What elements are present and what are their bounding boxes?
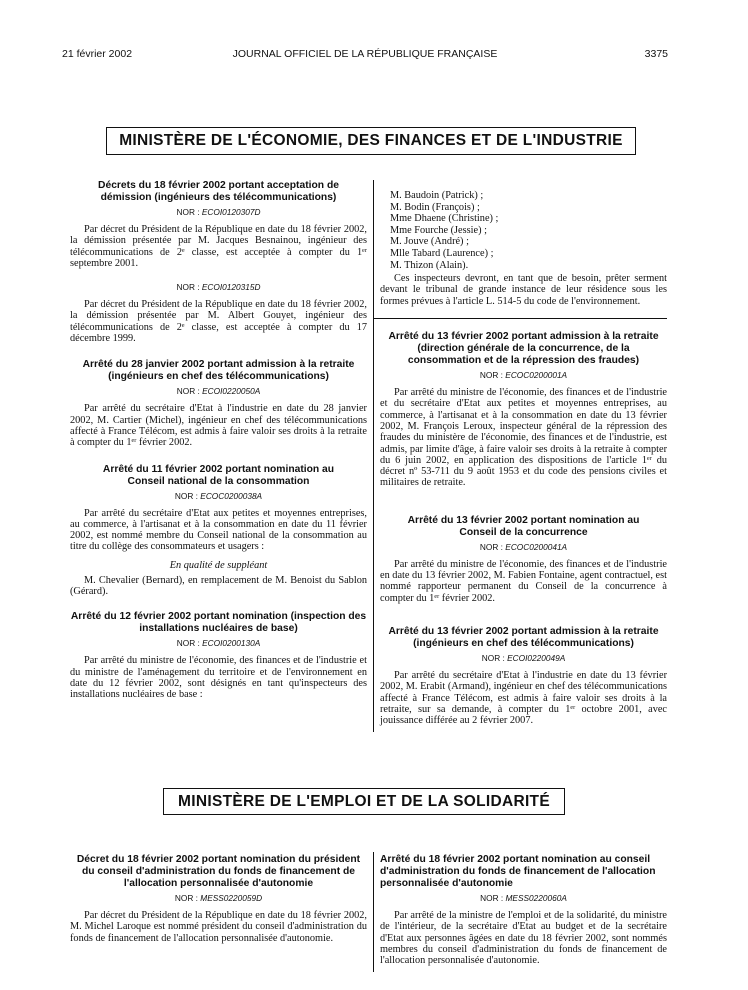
article-paragraph: Par arrêté du ministre de l'économie, des finances et de l'industrie et du ministre de l'aménagement du territoire et de l'environnement en date du 12 février 2002, sont désignés en tant qu'inspecteurs des installations nucléaires de base :: [70, 655, 367, 701]
right-column-lower: [380, 854, 667, 966]
left-column-lower: [70, 854, 367, 944]
article-title: Arrêté du 18 février 2002 portant nomination au conseil d'administration du fonds de financement de l'allocation personnalisée d'autonomie: [380, 854, 656, 889]
inspector-name: M. Baudoin (Patrick) ;: [390, 190, 484, 201]
page-number: 3375: [644, 48, 668, 60]
nor-reference: NOR : MESS0220060A: [480, 893, 567, 903]
article-paragraph: Par arrêté du secrétaire d'Etat aux petites et moyennes entreprises, au commerce, à l'artisanat et à la consommation en date du 11 février 2002, est nommé membre du Conseil national de la consommation au titre du collège des consommateurs et usagers :: [70, 507, 367, 553]
article-paragraph: Par décret du Président de la République en date du 18 février 2002, M. Michel Laroque est nommé président du conseil d'administration du fonds de financement de l'allocation personnalisée d'autonomie.: [70, 910, 367, 944]
nor-reference: NOR : ECOI0220050A: [176, 386, 261, 397]
article-paragraph: Par décret du Président de la République en date du 18 février 2002, la démission présentée par M. Albert Gouyet, ingénieur des télécommunications de 2ᵉ classe, est acceptée à compter du 17 décembre 1999.: [70, 299, 367, 345]
article-paragraph: Par arrêté du secrétaire d'Etat à l'industrie en date du 13 février 2002, M. Erabit (Armand), ingénieur en chef des télécommunications affecté à France Télécom, est admis à faire valoir ses droits à la retraite, sur sa demande, à compter du 1ᵉʳ octobre 2001, avec jouissance différée au 2 février 2007.: [380, 669, 667, 727]
inspector-list: [380, 190, 667, 271]
inspector-name: M. Jouve (André) ;: [390, 236, 469, 248]
nor-reference: NOR : ECOC0200001A: [479, 370, 568, 381]
inspector-name: M. Bodin (François) ;: [390, 201, 480, 213]
inspector-name: Mlle Tabard (Laurence) ;: [390, 247, 494, 259]
article-title: Arrêté du 13 février 2002 portant nomination au Conseil de la concurrence: [407, 514, 640, 538]
nor-reference: NOR : ECOI0120315D: [176, 282, 261, 293]
nor-reference: NOR : ECOC0200041A: [479, 541, 568, 552]
right-column-upper: [380, 190, 667, 726]
nor-reference: NOR : ECOI0200130A: [176, 638, 261, 649]
article-title: Décrets du 18 février 2002 portant acceptation de démission (ingénieurs des télécommunications): [98, 180, 339, 203]
header-date: 21 février 2002: [62, 48, 133, 60]
journal-title: JOURNAL OFFICIEL DE LA RÉPUBLIQUE FRANÇAISE: [232, 48, 498, 60]
ministry-heading-emploi: MINISTÈRE DE L'EMPLOI ET DE LA SOLIDARITÉ: [163, 788, 565, 815]
article-paragraph: Ces inspecteurs devront, en tant que de besoin, prêter serment devant le tribunal de grande instance de leur résidence sous les formes prévues à l'article L. 514-5 du code de l'environnement.: [380, 273, 667, 307]
left-column-upper: [70, 180, 367, 701]
nor-reference: NOR : ECOC0200038A: [174, 490, 263, 501]
article-title: Arrêté du 12 février 2002 portant nomination (inspection des installations nucléaires de base): [70, 611, 367, 635]
article-title: Arrêté du 13 février 2002 portant admission à la retraite (ingénieurs en chef des télécommunications): [388, 625, 659, 649]
article-title: Arrêté du 11 février 2002 portant nomination au Conseil national de la consommation: [102, 463, 335, 487]
inspector-name: Mme Dhaene (Christine) ;: [390, 213, 499, 225]
ministry-heading-economie: MINISTÈRE DE L'ÉCONOMIE, DES FINANCES ET DE L'INDUSTRIE: [106, 127, 636, 155]
article-title: Décret du 18 février 2002 portant nomination du président du conseil d'administration du fonds de financement de l'allocation personnalisée d'autonomie: [76, 854, 361, 889]
article-title: Arrêté du 13 février 2002 portant admission à la retraite (direction générale de la concurrence, de la consommation et de la répression des fraudes): [388, 331, 659, 367]
running-header: [62, 48, 668, 66]
nor-reference: NOR : ECOI0220049A: [481, 652, 566, 663]
inspector-name: M. Thizon (Alain).: [390, 259, 469, 271]
section-rule: [373, 318, 667, 319]
nor-reference: NOR : ECOI0120307D: [176, 207, 261, 217]
article-paragraph: Par arrêté du ministre de l'économie, des finances et de l'industrie en date du 13 février 2002, M. Fabien Fontaine, agent contractuel, est nommé rapporteur permanent du Conseil de la concurrence à compter du 1ᵉʳ février 2002.: [380, 558, 667, 604]
article-paragraph: Par décret du Président de la République en date du 18 février 2002, la démission présentée par M. Jacques Besnainou, ingénieur des télécommunications de 2ᵉ classe, est acceptée à compter du 1ᵉʳ septembre 2001.: [70, 224, 367, 269]
article-paragraph: Par arrêté du secrétaire d'Etat à l'industrie en date du 28 janvier 2002, M. Cartier (Michel), ingénieur en chef des télécommunications affecté à France Télécom, est admis à faire valoir ses droits à la retraite à compter du 1ᵉʳ février 2002.: [70, 403, 367, 449]
article-subheading: En qualité de suppléant: [169, 559, 268, 571]
column-divider: [373, 852, 374, 972]
column-divider: [373, 180, 374, 732]
article-paragraph: Par arrêté du ministre de l'économie, des finances et de l'industrie et du secrétaire d'Etat aux petites et moyennes entreprises, au commerce, à l'artisanat et à la consommation en date du 13 février 2002, M. François Leroux, inspecteur général de la répression des fraudes du ministère de l'économie, des finances et de l'industrie, est admis, par limite d'âge, à faire valoir ses droits à la retraite à compter du 6 juin 2002, en application des dispositions de l'article 1ᵉʳ du décret nº 53-711 du 9 août 1953 et du code des pensions civiles et militaires de retraite.: [380, 387, 667, 489]
nor-reference: NOR : MESS0220059D: [174, 893, 263, 903]
article-title: Arrêté du 28 janvier 2002 portant admission à la retraite (ingénieurs en chef des télécommunications): [82, 359, 355, 383]
article-paragraph: M. Chevalier (Bernard), en remplacement de M. Benoist du Sablon (Gérard).: [70, 574, 367, 598]
article-paragraph: Par arrêté de la ministre de l'emploi et de la solidarité, du ministre de l'intérieur, de la secrétaire d'Etat au budget et de la secrétaire d'Etat aux personnes âgées en date du 18 février 2002, sont nommés membres du conseil d'administration du fonds de financement de l'allocation personnalisée d'autonomie.: [380, 910, 667, 967]
inspector-name: Mme Fourche (Jessie) ;: [390, 224, 487, 236]
